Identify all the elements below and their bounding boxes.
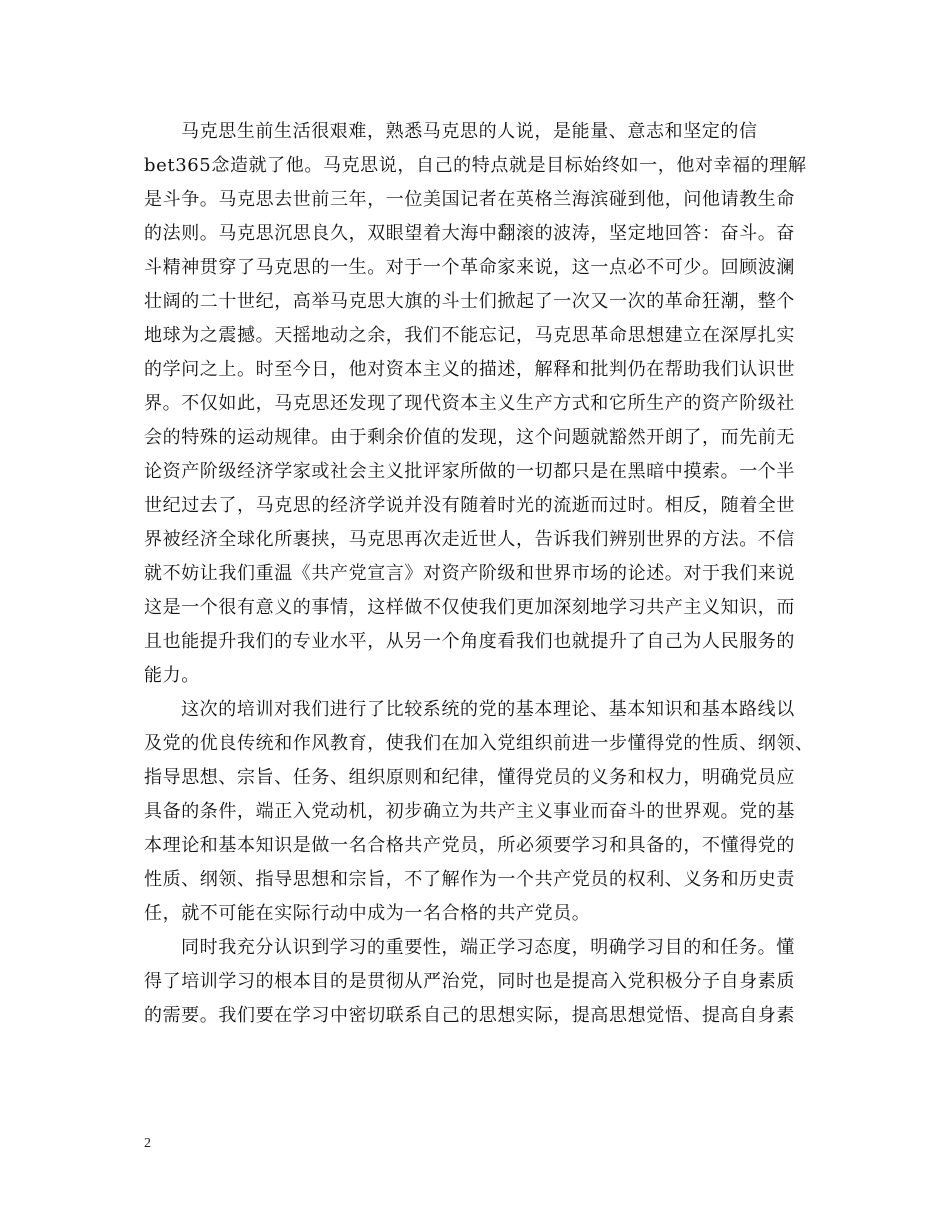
text-line: 具备的条件，端正入党动机，初步确立为共产主义事业而奋斗的世界观。党的基 — [144, 801, 795, 822]
text-line: 会的特殊的运动规律。由于剩余价值的发现，这个问题就豁然开朗了，而先前无 — [144, 427, 795, 448]
text-line: 这是一个很有意义的事情，这样做不仅使我们更加深刻地学习共产主义知识，而 — [144, 597, 795, 618]
text-line: bet365念造就了他。马克思说，自己的特点就是目标始终如一，他对幸福的理解 — [144, 155, 807, 176]
text-line: 性质、纲领、指导思想和宗旨，不了解作为一个共产党员的权利、义务和历史责 — [144, 869, 795, 890]
text-line: 界。不仅如此，马克思还发现了现代资本主义生产方式和它所生产的资产阶级社 — [144, 393, 795, 414]
text-line: 的需要。我们要在学习中密切联系自己的思想实际，提高思想觉悟、提高自身素 — [144, 1005, 795, 1026]
text-line: 壮阔的二十世纪，高举马克思大旗的斗士们掀起了一次又一次的革命狂潮，整个 — [144, 291, 795, 312]
body-text — [144, 115, 812, 1033]
text-line: 就不妨让我们重温《共产党宣言》对资产阶级和世界市场的论述。对于我们来说 — [144, 563, 795, 584]
text-line: 这次的培训对我们进行了比较系统的党的基本理论、基本知识和基本路线以 — [181, 699, 795, 720]
text-line: 马克思生前生活很艰难，熟悉马克思的人说，是能量、意志和坚定的信 — [181, 121, 758, 142]
text-line: 的学问之上。时至今日，他对资本主义的描述，解释和批判仍在帮助我们认识世 — [144, 359, 795, 380]
text-line: 论资产阶级经济学家或社会主义批评家所做的一切都只是在黑暗中摸索。一个半 — [144, 461, 795, 482]
text-line: 同时我充分认识到学习的重要性，端正学习态度，明确学习目的和任务。懂 — [181, 937, 795, 958]
text-line: 本理论和基本知识是做一名合格共产党员，所必须要学习和具备的，不懂得党的 — [144, 835, 795, 856]
text-line: 指导思想、宗旨、任务、组织原则和纪律，懂得党员的义务和权力，明确党员应 — [144, 767, 795, 788]
text-line: 能力。 — [144, 665, 200, 686]
page-number: 2 — [144, 1136, 151, 1151]
text-line: 界被经济全球化所裹挟，马克思再次走近世人，告诉我们辨别世界的方法。不信 — [144, 529, 795, 550]
text-line: 地球为之震撼。天摇地动之余，我们不能忘记，马克思革命思想建立在深厚扎实 — [144, 325, 795, 346]
text-line: 及党的优良传统和作风教育，使我们在加入党组织前进一步懂得党的性质、纲领、 — [144, 733, 814, 754]
text-line: 的法则。马克思沉思良久，双眼望着大海中翻滚的波涛，坚定地回答：奋斗。奋 — [144, 223, 795, 244]
text-line: 得了培训学习的根本目的是贯彻从严治党，同时也是提高入党积极分子自身素质 — [144, 971, 795, 992]
text-line: 世纪过去了，马克思的经济学说并没有随着时光的流逝而过时。相反，随着全世 — [144, 495, 795, 516]
text-line: 且也能提升我们的专业水平，从另一个角度看我们也就提升了自己为人民服务的 — [144, 631, 795, 652]
text-line: 是斗争。马克思去世前三年，一位美国记者在英格兰海滨碰到他，问他请教生命 — [144, 189, 795, 210]
text-line: 任，就不可能在实际行动中成为一名合格的共产党员。 — [144, 903, 591, 924]
text-line: 斗精神贯穿了马克思的一生。对于一个革命家来说，这一点必不可少。回顾波澜 — [144, 257, 795, 278]
